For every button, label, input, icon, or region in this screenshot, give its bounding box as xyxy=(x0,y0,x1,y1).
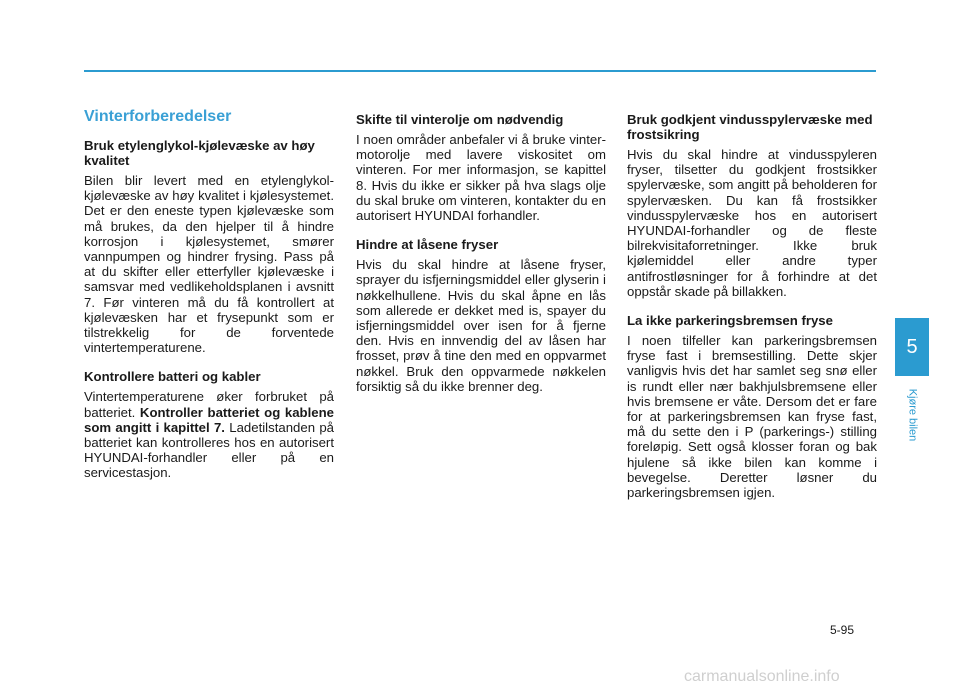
paragraph-washer-fluid: Hvis du skal hindre at vindusspyleren fryser, tilsetter du godkjent frostsikker spylervæske, som angitt på beholderen for spylervæsken. Du kan få frostsikker vindusspylervæske hos en autorisert HYUNDAI-forhandler og de fleste bilrekvisitaforretninger. Ikke bruk kjølemiddel eller andre typer antifrostløsninger for å forhindre at det oppstår skade på billakken. xyxy=(627,147,877,299)
chapter-label-text: Kjøre bilen xyxy=(906,388,919,442)
paragraph-coolant: Bilen blir levert med en etylenglykol-kjølevæske av høy kvalitet i kjølesystemet. Det er den eneste typen kjølevæske som må brukes, da den hjelper til å hindre korrosjon i kjølesystemet, smører vannpumpen og hindrer frysing. Pass på at du skifter eller etterfyller kjølevæske i samsvar med vedlikeholdsplanen i avsnitt 7. Før vinteren må du få kontrollert at kjølevæsken har et frysepunkt som er tilstrekkelig for de forventede vintertemperaturene. xyxy=(84,173,334,356)
heading-coolant: Bruk etylenglykol-kjølevæske av høy kvalitet xyxy=(84,138,315,168)
paragraph-locks: Hvis du skal hindre at låsene fryser, sprayer du isfjerningsmiddel eller glyserin i nøkkelhullene. Hvis du skal åpne en lås som allerede er dekket med is, spayer du isfjerningsmiddel over isen for å fjerne den. Hvis en innvendig del av låsen har frosset, prøv å tine den med en oppvarmet nøkkel. Bruk den oppvarmede nøkkelen forsiktig så du ikke brenner deg. xyxy=(356,257,606,394)
heading-battery: Kontrollere batteri og kabler xyxy=(84,369,261,385)
top-divider xyxy=(84,70,876,72)
chapter-label xyxy=(893,380,931,450)
chapter-number: 5 xyxy=(906,335,918,358)
paragraph-winter-oil: I noen områder anbefaler vi å bruke vinter-motorolje med lavere viskositet om vinteren. For mer informasjon, se kapittel 8. Hvis du ikke er sikker på hva slags olje du skal bruke om vinteren, kontakter du en autorisert HYUNDAI forhandler. xyxy=(356,132,606,224)
heading-parking-brake: La ikke parkeringsbremsen fryse xyxy=(627,313,833,329)
watermark: carmanualsonline.info xyxy=(684,668,840,685)
column-left xyxy=(84,108,334,495)
battery-text-bold: Kontroller batteriet og kablene som angitt i kapittel 7. xyxy=(84,404,334,435)
battery-text-c: Ladetilstanden på batteriet kan kontrolleres hos en autorisert HYUNDAI-forhandler eller på en servicestasjon. xyxy=(84,419,334,481)
battery-text-a: Vintertemperaturene øker forbruket på batteriet. xyxy=(84,389,334,420)
column-middle xyxy=(356,112,606,408)
paragraph-battery xyxy=(84,389,334,480)
chapter-tab xyxy=(895,318,929,376)
section-title: Vinterforberedelser xyxy=(84,108,232,125)
column-right xyxy=(627,112,877,514)
paragraph-parking-brake: I noen tilfeller kan parkeringsbremsen fryse fast i bremsestilling. Dette skjer vanligvis hvis det har samlet seg snø eller is rundt eller nær bakhjulsbremsene eller hvis bremsene er våte. Dersom det er fare for at parkeringsbremsen kan fryse fast, må du sette den i P (parkerings-) stilling foreløpig. Sett også klosser foran og bak hjulene så ikke bilen kan komme i bevegelse. Deretter løsner du parkeringsbremsen igjen. xyxy=(627,333,877,501)
heading-winter-oil: Skifte til vinterolje om nødvendig xyxy=(356,112,564,127)
heading-washer-fluid: Bruk godkjent vindusspylervæske med frostsikring xyxy=(627,112,873,142)
page-number: 5-95 xyxy=(830,623,855,637)
heading-locks: Hindre at låsene fryser xyxy=(356,237,499,253)
